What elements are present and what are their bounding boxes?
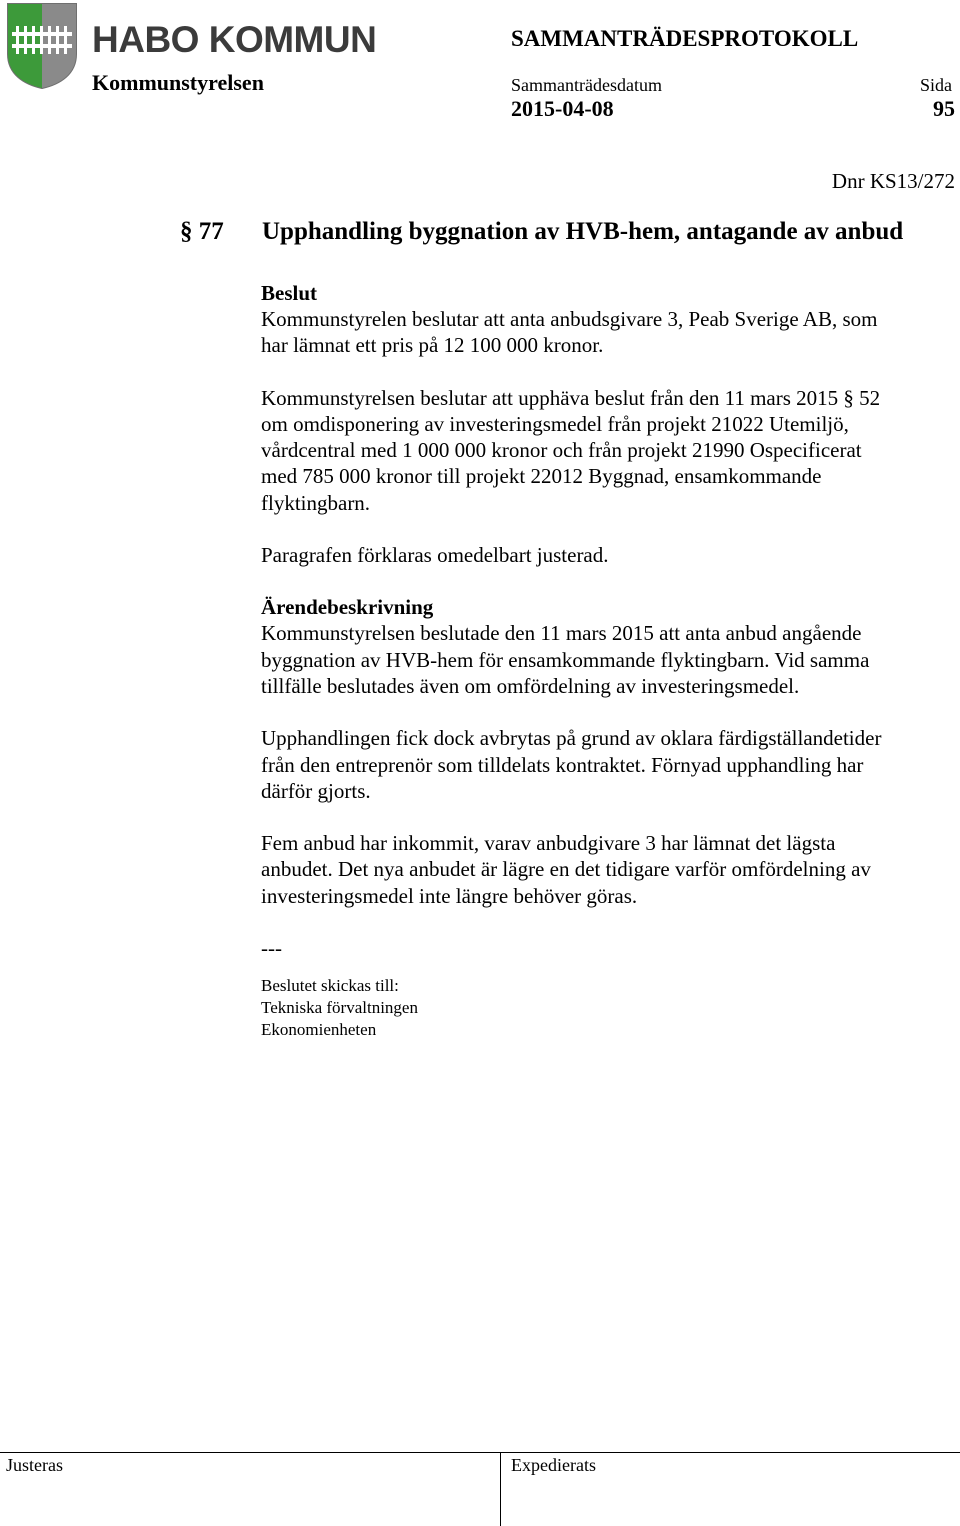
distribution-recipient: Ekonomienheten [261,1020,377,1040]
distribution-label: Beslutet skickas till: [261,976,399,996]
section-number: § 77 [180,218,224,245]
description-heading: Ärendebeskrivning [261,595,434,620]
footer-expedierats-label: Expedierats [511,1455,596,1475]
text-line: vårdcentral med 1 000 000 kronor och från projekt 21990 Ospecificerat [261,438,862,463]
section-title: Upphandling byggnation av HVB-hem, antagande av anbud [262,218,904,245]
department-name: Kommunstyrelsen [92,70,264,95]
text-line: Kommunstyrelen beslutar att anta anbudsgivare 3, Peab Sverige AB, som [261,307,878,331]
text-line: har lämnat ett pris på 12 100 000 kronor. [261,333,604,358]
registration-number: Dnr KS13/272 [831,169,955,193]
separator: --- [261,936,282,961]
text-line: med 785 000 kronor till projekt 22012 Byggnad, ensamkommande [261,464,822,489]
text-line: Kommunstyrelsen beslutar att upphäva beslut från den 11 mars 2015 § 52 [261,385,881,410]
protocol-body [261,280,951,1041]
organization-name: HABO KOMMUN [92,19,377,60]
description-paragraph-3 [261,830,951,909]
text-line: anbudet. Det nya anbudet är lägre en det tidigare varför omfördelning av [261,857,871,882]
footer-justeras-label: Justeras [6,1455,63,1475]
coat-of-arms-logo-icon [6,2,78,90]
page-label: Sida [920,75,953,95]
document-type: SAMMANTRÄDESPROTOKOLL [511,26,859,51]
meeting-date: 2015-04-08 [511,96,614,121]
text-line: därför gjorts. [261,778,371,803]
footer-divider [0,1452,960,1453]
text-line: Fem anbud har inkommit, varav anbudgivare 3 har lämnat det lägsta [261,831,836,856]
page-number: 95 [933,96,955,121]
distribution-recipient: Tekniska förvaltningen [261,998,418,1018]
paragraph-heading [180,216,903,248]
text-line: Kommunstyrelsen beslutade den 11 mars 2015 att anta anbud angående [261,621,862,646]
text-line: om omdisponering av investeringsmedel från projekt 21022 Utemiljö, [261,411,849,436]
decision-heading: Beslut [261,281,318,305]
text-line: tillfälle beslutades även om omfördelning av investeringsmedel. [261,673,800,698]
text-line: från den entreprenör som tilldelats kontraktet. Förnyad upphandling har [261,752,864,777]
meeting-date-label: Sammanträdesdatum [511,75,662,95]
footer-column-divider [500,1453,501,1526]
description-paragraph-2 [261,725,951,804]
text-line: investeringsmedel inte längre behöver göras. [261,883,638,908]
text-line: Upphandlingen fick dock avbrytas på grund av oklara färdigställandetider [261,726,882,751]
decision-paragraph-2 [261,385,951,516]
decision-paragraph-1 [261,306,951,359]
decision-paragraph-3: Paragrafen förklaras omedelbart justerad. [261,543,609,568]
text-line: flyktingbarn. [261,490,371,515]
description-paragraph-1 [261,620,951,699]
text-line: byggnation av HVB-hem för ensamkommande flyktingbarn. Vid samma [261,647,870,672]
